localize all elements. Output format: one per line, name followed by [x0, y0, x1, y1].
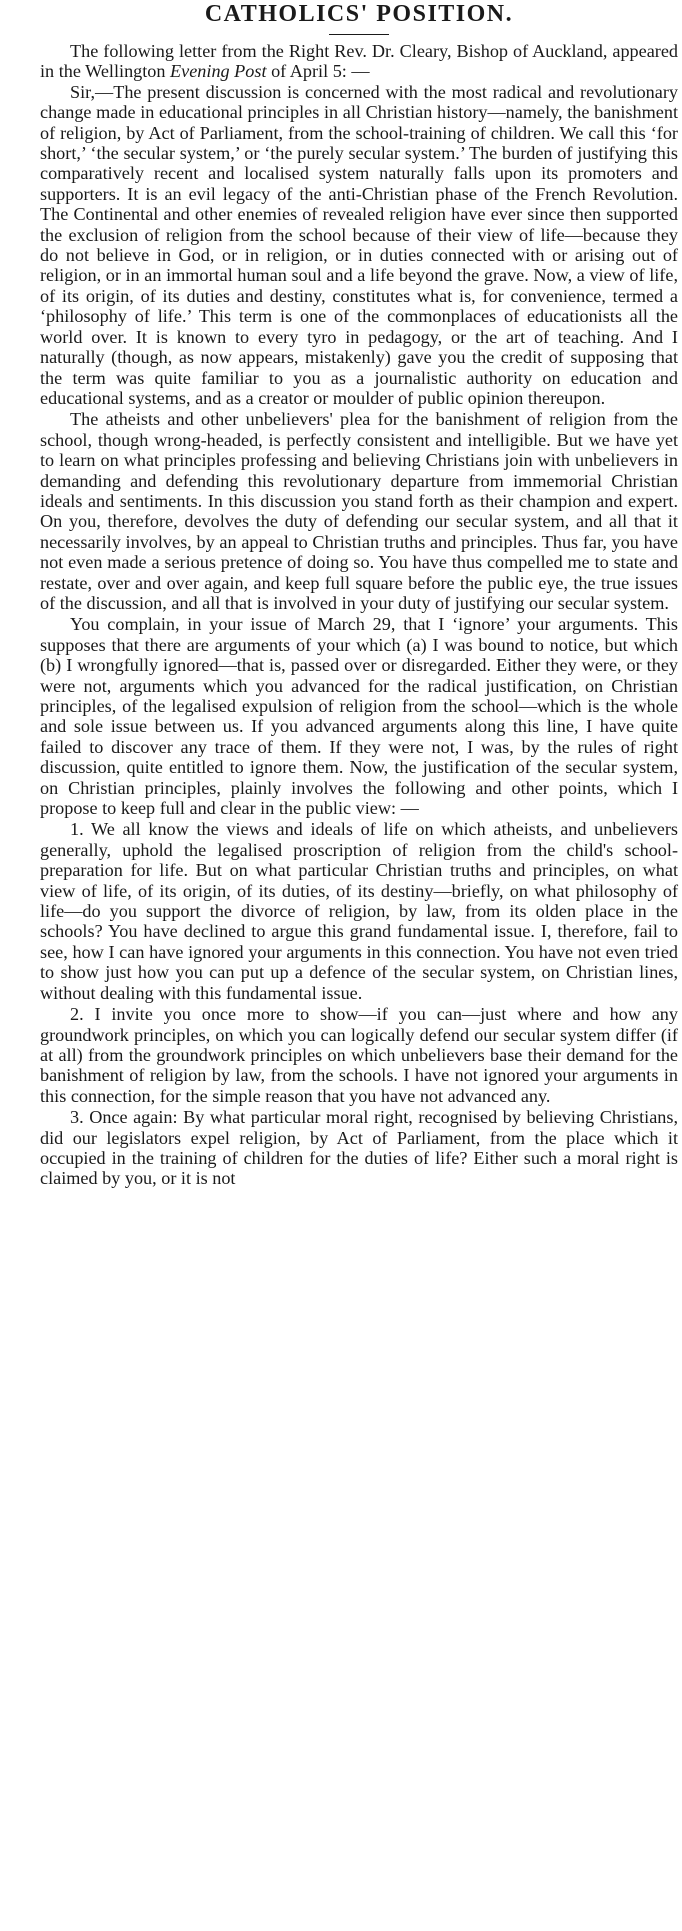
headline: CATHOLICS' POSITION. — [204, 1, 514, 27]
intro-date: of April 5: — — [266, 61, 370, 82]
letter-paragraph: Sir,—The present discussion is concerned with the most radical and revolutionary change made in educational principles in all Christian history—namely, the banishment of religion, by Act of Parliament, from the school-training of children. We call this ‘for short,’ ‘the secular system,’ or ‘the purely secular system.’ The burden of justifying this comparatively recent and localised system naturally falls upon its promoters and supporters. It is an evil legacy of the anti-Christian phase of the French Revolution. The Continental and other enemies of revealed religion have ever since then supported the exclusion of religion from the school because of their view of life—because they do not believe in God, or in religion, or in duties connected with or arising out of religion, or in an immortal human soul and a life beyond the grave. Now, a view of life, of its origin, of its duties and destiny, constitutes what is, for convenience, termed a ‘philosophy of life.’ This term is one of the commonplaces of educationists all the world over. It is known to every tyro in pedagogy, or the art of teaching. And I naturally (though, as now appears, mistakenly) gave you the credit of supposing that the term was quite familiar to you as a journalistic authority on education and educational systems, and as a creator or moulder of public opinion thereupon. — [40, 81, 678, 408]
intro-text: The following letter from the Right Rev. Dr. Cleary, Bishop of Auckland, appeared in the Wellington — [40, 41, 678, 82]
letter-paragraph: You complain, in your issue of March 29, that I ‘ignore’ your arguments. This supposes that there are arguments of your which (a) I was bound to notice, but which (b) I wrongfully ignored—that is, passed over or disregarded. Either they were, or they were not, arguments which you advanced for the radical justification, on Christian principles, of the legalised expulsion of religion from the school—which is the whole and sole issue between us. If you advanced arguments along this line, I have quite failed to discover any trace of them. If they were not, I was, by the rules of right discussion, quite entitled to ignore them. Now, the justification of the secular system, on Christian principles, plainly involves the following and other points, which I propose to keep full and clear in the public view: — — [40, 614, 678, 819]
letter-paragraph: 1. We all know the views and ideals of life on which atheists, and unbelievers generally, uphold the legalised proscription of religion from the child's school-preparation for life. But on what particular Christian truths and principles, on what view of life, of its origin, of its duties, of its destiny—briefly, on what philosophy of life—do you support the divorce of religion, by law, from its olden place in the schools? You have declined to argue this grand fundamental issue. I, therefore, fail to see, how I can have ignored your arguments in this connection. You have not even tried to show just how you can put up a defence of the secular system, on Christian lines, without dealing with this fundamental issue. — [40, 819, 678, 1003]
letter-body — [40, 82, 678, 1189]
publication-name: Evening Post — [170, 61, 267, 82]
headline-rule — [329, 34, 389, 35]
intro-paragraph — [40, 41, 678, 82]
letter-paragraph: 3. Once again: By what particular moral right, recognised by believing Christians, did our legislators expel religion, by Act of Parliament, from the place which it occupied in the training of children for the duties of life? Either such a moral right is claimed by you, or it is not — [40, 1107, 678, 1189]
letter-paragraph: 2. I invite you once more to show—if you can—just where and how any groundwork principles, on which you can logically defend our secular system differ (if at all) from the groundwork principles on which unbelievers base their demand for the banishment of religion by law, from the schools. I have not ignored your arguments in this connection, for the simple reason that you have not advanced any. — [40, 1004, 678, 1106]
letter-paragraph: The atheists and other unbelievers' plea for the banishment of religion from the school, though wrong-headed, is perfectly consistent and intelligible. But we have yet to learn on what principles professing and believing Christians join with unbelievers in demanding and defending this revolutionary departure from immemorial Christian ideals and sentiments. In this discussion you stand forth as their champion and expert. On you, therefore, devolves the duty of defending our secular system, and all that it necessarily involves, by an appeal to Christian truths and principles. Thus far, you have not even made a serious pretence of doing so. You have thus compelled me to state and restate, over and over again, and keep full square before the public eye, the true issues of the discussion, and all that is involved in your duty of justifying our secular system. — [40, 409, 678, 613]
